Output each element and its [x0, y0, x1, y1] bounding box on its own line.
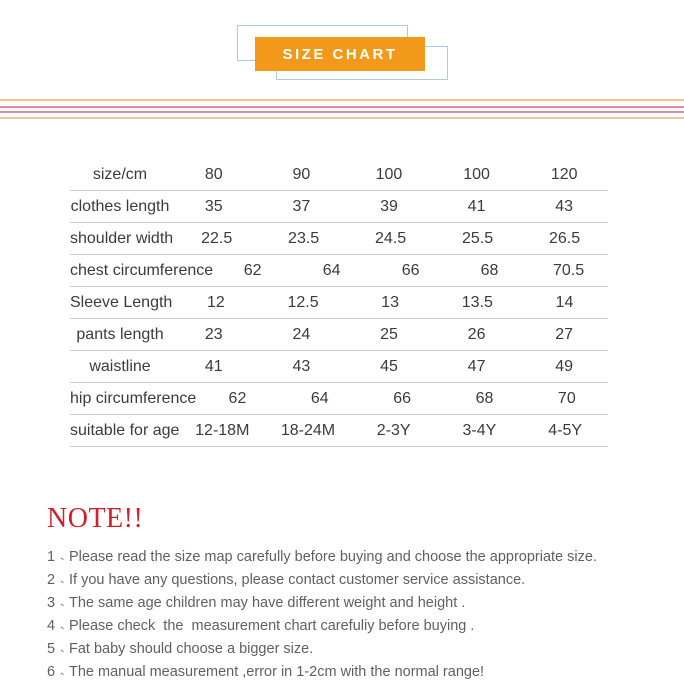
table-row: [70, 223, 608, 255]
note-heading: NOTE!!: [47, 503, 144, 534]
row-label: Sleeve Length: [70, 293, 173, 311]
table-cell: 13.5: [461, 293, 493, 311]
table-row: [70, 159, 608, 191]
table-cell: 14: [555, 293, 574, 311]
table-cell: 45: [380, 357, 398, 375]
note-text: The manual measurement ,error in 1-2cm with the normal range!: [69, 663, 485, 680]
note-item: [47, 637, 657, 660]
table-cell: 22.5: [201, 229, 233, 247]
table-cell: 12.5: [287, 293, 319, 311]
table-cell: 43: [292, 357, 311, 375]
table-cell: 41: [467, 197, 486, 215]
note-text: The same age children may have different weight and height .: [69, 594, 466, 611]
table-cell: 62: [228, 389, 247, 407]
table-cell: 24.5: [375, 229, 407, 247]
note-text: Please check the measurement chart carefuliy before buying .: [69, 617, 475, 634]
table-cell: 26: [467, 325, 486, 343]
table-cell: 12-18M: [195, 421, 250, 439]
row-label-cell: [70, 326, 170, 344]
table-cell: 100: [375, 165, 403, 183]
row-label: shoulder width: [70, 229, 174, 247]
note-text: If you have any questions, please contact customer service assistance.: [69, 571, 526, 588]
table-row: [70, 319, 608, 351]
table-cell: 4-5Y: [548, 421, 583, 439]
row-label-cell: [70, 422, 179, 440]
table-cell: 35: [204, 197, 223, 215]
row-label-cell: [70, 198, 170, 216]
note-number-digit: 2: [47, 571, 56, 588]
row-label: suitable for age: [70, 421, 180, 439]
table-cell: 25: [380, 325, 398, 343]
table-cell: 66: [393, 389, 412, 407]
table-cell: 62: [243, 261, 262, 279]
table-cell: 12: [206, 293, 225, 311]
size-table: [70, 159, 608, 447]
table-cell: 80: [204, 165, 223, 183]
row-label: size/cm: [92, 165, 148, 183]
table-cell: 120: [550, 165, 578, 183]
divider-stripe: [0, 117, 684, 119]
table-row: [70, 255, 608, 287]
row-label: pants length: [76, 325, 164, 343]
note-item: [47, 591, 657, 614]
note-item: [47, 568, 657, 591]
notes-list: [47, 545, 657, 683]
table-cell: 100: [463, 165, 490, 183]
table-cell: 18-24M: [280, 421, 336, 439]
table-cell: 25.5: [461, 229, 494, 247]
divider-stripe: [0, 111, 684, 113]
table-cell: 66: [401, 261, 420, 279]
note-number: [47, 641, 69, 657]
table-cell: 3-4Y: [462, 421, 497, 439]
table-cell: 47: [467, 357, 486, 375]
row-label-cell: [70, 166, 170, 184]
row-label-cell: [70, 262, 213, 280]
table-row: [70, 383, 608, 415]
table-cell: 64: [310, 389, 329, 407]
divider-stripe: [0, 106, 684, 108]
table-row: [70, 351, 608, 383]
table-cell: 49: [555, 357, 574, 375]
note-number-digit: 6: [47, 663, 56, 680]
table-cell: 68: [480, 261, 499, 279]
table-row: [70, 287, 608, 319]
table-row: [70, 415, 608, 447]
note-number-digit: 1: [47, 548, 56, 565]
table-cell: 68: [475, 389, 494, 407]
row-label-cell: [70, 358, 170, 376]
note-number-digit: 3: [47, 594, 56, 611]
note-number: [47, 664, 69, 680]
table-cell: 23: [204, 325, 223, 343]
row-label: hip circumference: [70, 389, 197, 407]
row-label-cell: [70, 390, 196, 408]
table-cell: 26.5: [548, 229, 581, 247]
table-cell: 13: [381, 293, 400, 311]
table-cell: 70: [557, 389, 576, 407]
table-cell: 64: [322, 261, 341, 279]
table-cell: 2-3Y: [376, 421, 411, 439]
table-cell: 70.5: [552, 261, 585, 279]
table-cell: 39: [380, 197, 398, 215]
row-label: clothes length: [70, 197, 170, 215]
size-chart-banner: [255, 37, 425, 71]
row-label-cell: [70, 230, 173, 248]
note-number: [47, 618, 69, 634]
table-cell: 90: [292, 165, 311, 183]
note-text: Fat baby should choose a bigger size.: [69, 640, 314, 657]
banner-title: SIZE CHART: [282, 45, 398, 63]
table-row: [70, 191, 608, 223]
table-cell: 23.5: [288, 229, 320, 247]
table-cell: 37: [292, 197, 311, 215]
note-number-digit: 4: [47, 617, 56, 634]
table-cell: 43: [555, 197, 574, 215]
row-label: chest circumference: [70, 261, 214, 279]
note-number: [47, 549, 69, 565]
note-item: [47, 614, 657, 637]
note-text: Please read the size map carefully before buying and choose the appropriate size.: [69, 548, 597, 565]
note-number: [47, 595, 69, 611]
table-cell: 41: [204, 357, 223, 375]
row-label: waistline: [89, 357, 151, 375]
note-item: [47, 545, 657, 568]
table-cell: 24: [292, 325, 311, 343]
note-number: [47, 572, 69, 588]
note-number-digit: 5: [47, 640, 56, 657]
divider-stripe: [0, 99, 684, 101]
note-item: [47, 660, 657, 683]
table-cell: 27: [555, 325, 574, 343]
row-label-cell: [70, 294, 172, 312]
